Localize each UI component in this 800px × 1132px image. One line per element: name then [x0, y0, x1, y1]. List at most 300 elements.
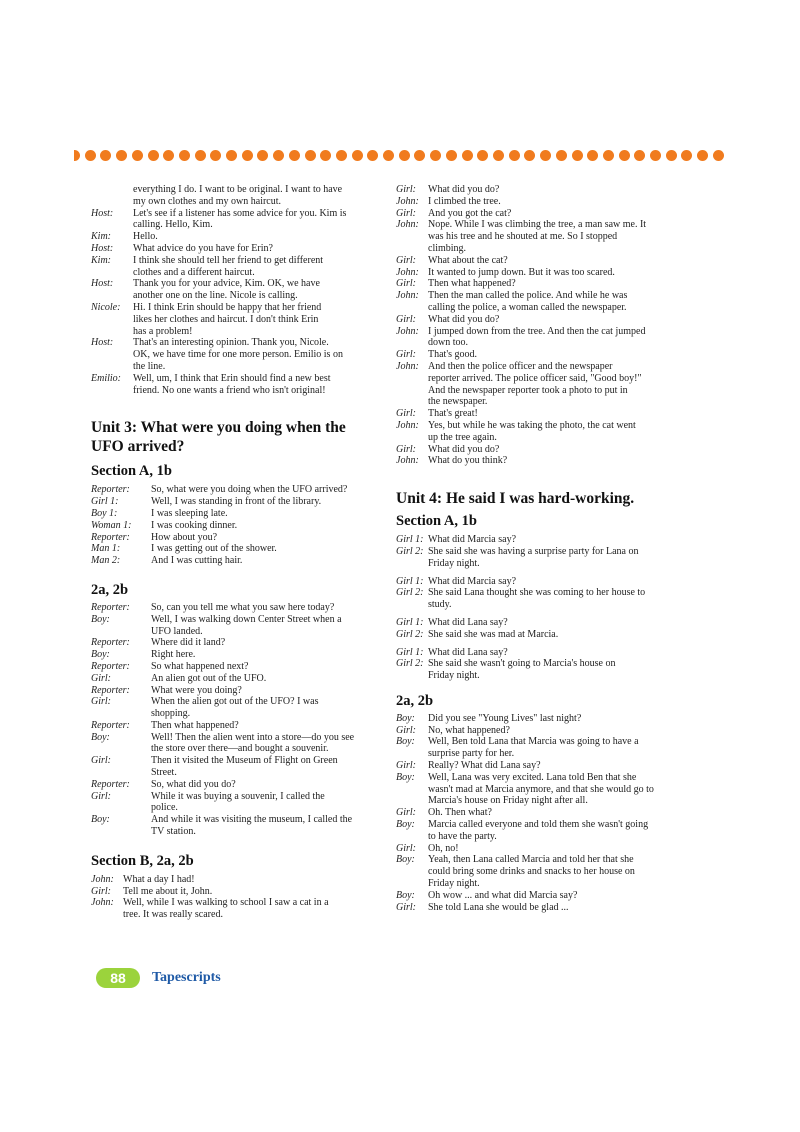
- dialogue-text: Nope. While I was climbing the tree, a man saw me. It: [428, 219, 647, 231]
- speaker-label: [91, 349, 133, 361]
- speaker-label: Host:: [91, 207, 114, 219]
- divider-dot: [462, 150, 473, 161]
- dialogue-text: What do you think?: [428, 455, 508, 467]
- dialogue-text: Friday night.: [428, 557, 480, 569]
- speaker-label: Reporter:: [91, 601, 130, 613]
- divider-dot: [273, 150, 284, 161]
- dialogue-text: Well, Ben told Lana that Marcia was going to have a: [428, 736, 639, 748]
- dialogue-line: [91, 196, 383, 208]
- speaker-label: [91, 626, 151, 638]
- dialogue-line: [396, 373, 696, 385]
- dialogue-text: Then the man called the police. And while he was: [428, 290, 628, 302]
- dialogue-text: And then the police officer and the newspaper: [428, 360, 613, 372]
- speaker-label: [396, 795, 428, 807]
- dialogue-text: was his tree and he shouted at me. So I stopped: [428, 231, 618, 243]
- dialogue-line: [396, 278, 696, 290]
- dialogue-line: [91, 314, 383, 326]
- divider-dot: [85, 150, 96, 161]
- dialogue-text: the line.: [133, 360, 166, 372]
- dialogue-text: could bring some drinks and snacks to her house on: [428, 866, 635, 878]
- dialogue-line: [91, 326, 383, 338]
- speaker-label: Host:: [91, 337, 114, 349]
- dialogue-text: I think she should tell her friend to get different: [133, 254, 324, 266]
- dialogue-line: [91, 508, 383, 520]
- divider-dot: [148, 150, 159, 161]
- unit3-title: Unit 3: What were you doing when the: [91, 419, 346, 437]
- dialogue-line: [396, 843, 696, 855]
- unit4-title: Unit 4: He said I was hard-working.: [396, 490, 635, 508]
- dialogue-line: [91, 886, 383, 898]
- speaker-label: Girl 1:: [396, 534, 424, 546]
- dialogue-line: [396, 725, 696, 737]
- divider-dot: [681, 150, 692, 161]
- speaker-label: Host:: [91, 278, 114, 290]
- dialogue-text: I jumped down from the tree. And then the cat jumped: [428, 325, 646, 337]
- dialogue-text: wasn't mad at Marcia anymore, and that she would go to: [428, 783, 654, 795]
- dialogue-line: [396, 772, 696, 784]
- dialogue-text: OK, we have time for one more person. Emilio is on: [133, 349, 343, 361]
- dialogue-text: What did you do?: [428, 184, 500, 195]
- divider-dot: [195, 150, 206, 161]
- speaker-label: Girl:: [396, 408, 416, 420]
- divider-dot: [305, 150, 316, 161]
- dialogue-text: Let's see if a listener has some advice for you. Kim is: [133, 207, 347, 219]
- speaker-label: Boy:: [396, 854, 415, 866]
- page-number-badge: 88: [96, 968, 140, 988]
- dialogue-text: the newspaper.: [428, 396, 488, 408]
- dialogue-text: Right here.: [151, 649, 196, 661]
- speaker-label: [396, 243, 428, 255]
- dialogue-line: [91, 361, 383, 373]
- speaker-label: Girl 2:: [396, 587, 424, 599]
- dialogue-line: [396, 408, 696, 420]
- speaker-label: John:: [396, 290, 419, 302]
- speaker-label: [91, 196, 133, 208]
- dialogue-line: [91, 385, 383, 397]
- dialogue-text: Friday night.: [428, 670, 480, 682]
- dialogue-group: [396, 534, 696, 569]
- dialogue-line: [91, 874, 383, 886]
- dialogue-text: What advice do you have for Erin?: [133, 242, 273, 254]
- divider-dot: [603, 150, 614, 161]
- dialogue-text: No, what happened?: [428, 724, 510, 736]
- dialogue-text: Friday night.: [428, 878, 480, 890]
- dialogue-line: [396, 713, 696, 725]
- speaker-label: Girl 1:: [91, 496, 119, 508]
- divider-dot: [163, 150, 174, 161]
- dialogue-line: [396, 314, 696, 326]
- dialogue-line: [91, 626, 383, 638]
- divider-dot: [446, 150, 457, 161]
- speaker-label: Girl 1:: [396, 616, 424, 628]
- dialogue-text: Then it visited the Museum of Flight on Green: [151, 755, 338, 767]
- divider-dot: [226, 150, 237, 161]
- dialogue-line: [396, 337, 696, 349]
- dialogue-text: surprise party for her.: [428, 748, 515, 760]
- speaker-label: [396, 231, 428, 243]
- dialogue-text: So what happened next?: [151, 660, 249, 672]
- dialogue-line: [396, 902, 696, 914]
- speaker-label: John:: [396, 219, 419, 231]
- dialogue-text: And while it was visiting the museum, I called the: [151, 814, 353, 826]
- speaker-label: John:: [396, 419, 419, 431]
- speaker-label: [396, 831, 428, 843]
- dialogue-text: Well, Lana was very excited. Lana told Ben that she: [428, 771, 637, 783]
- dialogue-line: [91, 779, 383, 791]
- speaker-label: [91, 743, 151, 755]
- dialogue-line: [396, 444, 696, 456]
- dialogue-text: Where did it land?: [151, 637, 226, 649]
- dialogue-line: [91, 520, 383, 532]
- dialogue-line: [91, 696, 383, 708]
- speaker-label: Boy:: [396, 819, 415, 831]
- speaker-label: [396, 748, 428, 760]
- unit4-section-a-dialogue: [396, 534, 696, 682]
- dialogue-text: Tell me about it, John.: [123, 885, 213, 897]
- dialogue-line: [396, 878, 696, 890]
- dialogue-text: Well, while I was walking to school I saw a cat in a: [123, 897, 329, 909]
- dialogue-text: What did Marcia say?: [428, 575, 517, 587]
- dialogue-text: friend. No one wants a friend who isn't original!: [133, 384, 326, 396]
- dialogue-text: Oh. Then what?: [428, 807, 492, 819]
- dialogue-line: [91, 208, 383, 220]
- dialogue-text: to have the party.: [428, 830, 497, 842]
- dialogue-line: [91, 373, 383, 385]
- dialogue-text: Then what happened?: [428, 278, 516, 290]
- speaker-label: Boy:: [91, 613, 110, 625]
- divider-dot: [650, 150, 661, 161]
- speaker-label: Girl:: [91, 790, 111, 802]
- dialogue-line: [91, 649, 383, 661]
- divider-dot: [493, 150, 504, 161]
- unit4-2a2b-dialogue: [396, 713, 696, 914]
- speaker-label: Girl:: [396, 807, 416, 819]
- dialogue-text: everything I do. I want to be original. I want to have: [133, 184, 343, 195]
- dialogue-line: [91, 637, 383, 649]
- divider-dot: [320, 150, 331, 161]
- speaker-label: Boy:: [396, 712, 415, 724]
- speaker-label: Reporter:: [91, 637, 130, 649]
- divider-dot: [524, 150, 535, 161]
- dialogue-text: clothes and a different haircut.: [133, 266, 255, 278]
- speaker-label: [91, 267, 133, 279]
- speaker-label: Man 1:: [91, 543, 121, 555]
- speaker-label: Nicole:: [91, 301, 121, 313]
- dialogue-text: Well! Then the alien went into a store—do you see: [151, 731, 355, 743]
- speaker-label: Host:: [91, 242, 114, 254]
- speaker-label: Boy 1:: [91, 507, 118, 519]
- dialogue-line: [91, 743, 383, 755]
- dialogue-text: She said she was mad at Marcia.: [428, 628, 559, 640]
- unit4-2a2b-heading: 2a, 2b: [396, 692, 434, 709]
- dialogue-text: calling the police, a woman called the newspaper.: [428, 301, 627, 313]
- dialogue-text: Well, I was walking down Center Street when a: [151, 613, 342, 625]
- dialogue-line: [396, 576, 696, 588]
- dialogue-text: shopping.: [151, 708, 191, 720]
- dialogue-line: [91, 532, 383, 544]
- dialogue-text: How about you?: [151, 531, 218, 543]
- dialogue-line: [396, 795, 696, 807]
- dialogue-text: another one on the line. Nicole is calling.: [133, 290, 298, 302]
- dialogue-text: Well, I was standing in front of the library.: [151, 496, 322, 508]
- dialogue-text: UFO landed.: [151, 625, 203, 637]
- dialogue-line: [91, 602, 383, 614]
- speaker-label: Girl:: [396, 207, 416, 219]
- dialogue-text: She said Lana thought she was coming to her house to: [428, 587, 646, 599]
- speaker-label: Reporter:: [91, 531, 130, 543]
- divider-dot: [556, 150, 567, 161]
- dialogue-text: climbing.: [428, 242, 467, 254]
- unit3-2a2b-dialogue: [91, 602, 383, 838]
- dialogue-text: Oh, no!: [428, 842, 459, 854]
- dialogue-line: [396, 396, 696, 408]
- dialogue-text: She said she was having a surprise party for Lana on: [428, 545, 639, 557]
- dialogue-line: [91, 814, 383, 826]
- dialogue-line: [396, 231, 696, 243]
- dialogue-text: She told Lana she would be glad ...: [428, 901, 569, 913]
- speaker-label: Boy:: [91, 731, 110, 743]
- dialogue-text: the store over there—and bought a souvenir.: [151, 743, 329, 755]
- speaker-label: Girl:: [396, 842, 416, 854]
- dialogue-line: [396, 326, 696, 338]
- speaker-label: [91, 326, 133, 338]
- dialogue-line: [396, 558, 696, 570]
- dialogue-line: [396, 361, 696, 373]
- dialogue-text: What did you do?: [428, 443, 500, 455]
- dialogue-text: reporter arrived. The police officer said, "Good boy!": [428, 372, 642, 384]
- speaker-label: Boy:: [91, 649, 110, 661]
- dialogue-text: I climbed the tree.: [428, 195, 501, 207]
- dialogue-text: Hi. I think Erin should be happy that her friend: [133, 301, 322, 313]
- speaker-label: John:: [396, 325, 419, 337]
- speaker-label: [396, 337, 428, 349]
- divider-dot: [713, 150, 724, 161]
- divider-dot: [132, 150, 143, 161]
- speaker-label: Reporter:: [91, 778, 130, 790]
- speaker-label: [91, 184, 133, 196]
- divider-dot: [336, 150, 347, 161]
- speaker-label: Boy:: [396, 771, 415, 783]
- dialogue-line: [396, 455, 696, 467]
- speaker-label: John:: [396, 195, 419, 207]
- cat-tree-dialogue: [396, 184, 696, 467]
- divider-dot: [242, 150, 253, 161]
- divider-dot: [116, 150, 127, 161]
- dialogue-line: [396, 290, 696, 302]
- dialogue-line: [396, 432, 696, 444]
- dialogue-text: study.: [428, 599, 452, 611]
- speaker-label: [91, 708, 151, 720]
- dialogue-text: Did you see "Young Lives" last night?: [428, 712, 582, 724]
- dialogue-text: It wanted to jump down. But it was too scared.: [428, 266, 615, 278]
- dialogue-text: What did Lana say?: [428, 646, 508, 658]
- dialogue-line: [91, 755, 383, 767]
- intro-dialogue: [91, 184, 383, 396]
- dialogue-line: [91, 767, 383, 779]
- speaker-label: Kim:: [91, 231, 111, 243]
- speaker-label: [396, 866, 428, 878]
- divider-dot: [477, 150, 488, 161]
- speaker-label: [396, 396, 428, 408]
- speaker-label: Girl:: [396, 760, 416, 772]
- divider-dot: [540, 150, 551, 161]
- dialogue-line: [396, 385, 696, 397]
- divider-dot: [430, 150, 441, 161]
- speaker-label: [91, 909, 123, 921]
- speaker-label: [396, 432, 428, 444]
- speaker-label: Reporter:: [91, 660, 130, 672]
- speaker-label: [91, 219, 133, 231]
- dialogue-line: [396, 831, 696, 843]
- speaker-label: Boy:: [396, 889, 415, 901]
- dialogue-line: [396, 420, 696, 432]
- speaker-label: [91, 826, 151, 838]
- dialogue-text: likes her clothes and haircut. I don't think Erin: [133, 313, 319, 325]
- dialogue-text: tree. It was really scared.: [123, 909, 223, 921]
- divider-dot: [414, 150, 425, 161]
- dialogue-text: What did Marcia say?: [428, 534, 517, 546]
- divider-dot: [74, 150, 80, 161]
- left-column: [91, 184, 383, 921]
- speaker-label: [396, 784, 428, 796]
- dialogue-text: up the tree again.: [428, 431, 497, 443]
- footer-title: Tapescripts: [152, 970, 221, 985]
- dialogue-group: [396, 647, 696, 682]
- dialogue-line: [91, 661, 383, 673]
- speaker-label: Girl 2:: [396, 628, 424, 640]
- dialogue-group: [396, 617, 696, 641]
- dialogue-line: [91, 496, 383, 508]
- dialogue-text: Street.: [151, 767, 177, 779]
- dialogue-line: [91, 349, 383, 361]
- divider-dot: [210, 150, 221, 161]
- dialogue-line: [91, 290, 383, 302]
- speaker-label: Boy:: [91, 814, 110, 826]
- dialogue-text: Marcia called everyone and told them she wasn't going: [428, 819, 649, 831]
- speaker-label: Man 2:: [91, 555, 121, 567]
- dialogue-line: [396, 243, 696, 255]
- dialogue-line: [91, 802, 383, 814]
- divider-dot: [509, 150, 520, 161]
- dialogue-line: [396, 760, 696, 772]
- speaker-label: John:: [396, 455, 419, 467]
- dialogue-text: And the newspaper reporter took a photo to put in: [428, 384, 628, 396]
- divider-dot: [587, 150, 598, 161]
- dialogue-text: What were you doing?: [151, 684, 242, 696]
- dialogue-line: [396, 617, 696, 629]
- dialogue-line: [396, 534, 696, 546]
- right-column: [396, 184, 696, 913]
- divider-dot: [367, 150, 378, 161]
- speaker-label: Girl:: [396, 724, 416, 736]
- dialogue-line: [91, 219, 383, 231]
- dialogue-text: has a problem!: [133, 325, 193, 337]
- dialogue-text: What did you do?: [428, 313, 500, 325]
- unit3-section-b-heading: Section B, 2a, 2b: [91, 852, 194, 869]
- speaker-label: Girl:: [91, 885, 111, 897]
- dialogue-line: [396, 255, 696, 267]
- dialogue-text: What about the cat?: [428, 254, 508, 266]
- divider-dot: [352, 150, 363, 161]
- dialogue-line: [91, 337, 383, 349]
- speaker-label: Girl 2:: [396, 545, 424, 557]
- dialogue-line: [91, 278, 383, 290]
- dialogue-text: I was cooking dinner.: [151, 519, 238, 531]
- dialogue-line: [91, 614, 383, 626]
- dialogue-text: What a day I had!: [123, 873, 195, 885]
- dialogue-line: [396, 196, 696, 208]
- speaker-label: Girl 2:: [396, 658, 424, 670]
- dialogue-line: [91, 231, 383, 243]
- speaker-label: Boy:: [396, 736, 415, 748]
- dialogue-line: [91, 243, 383, 255]
- dialogue-line: [91, 673, 383, 685]
- speaker-label: [91, 361, 133, 373]
- speaker-label: Emilio:: [91, 372, 121, 384]
- speaker-label: Girl:: [396, 901, 416, 913]
- divider-dot: [572, 150, 583, 161]
- speaker-label: Girl:: [396, 278, 416, 290]
- divider-dot: [383, 150, 394, 161]
- speaker-label: Girl:: [91, 672, 111, 684]
- dialogue-text: So, can you tell me what you saw here today?: [151, 601, 335, 613]
- dialogue-line: [91, 791, 383, 803]
- dialogue-text: She said she wasn't going to Marcia's house on: [428, 658, 616, 670]
- dialogue-text: So, what did you do?: [151, 778, 236, 790]
- speaker-label: [396, 558, 428, 570]
- page-footer: [96, 968, 221, 988]
- unit3-section-a-dialogue: [91, 484, 383, 567]
- dialogue-text: While it was buying a souvenir, I called the: [151, 790, 325, 802]
- dialogue-line: [396, 587, 696, 599]
- dialogue-line: [396, 647, 696, 659]
- speaker-label: Girl 1:: [396, 646, 424, 658]
- dialogue-text: That's good.: [428, 349, 478, 361]
- dialogue-line: [91, 484, 383, 496]
- speaker-label: Reporter:: [91, 484, 130, 496]
- divider-dot: [257, 150, 268, 161]
- unit3-section-b-dialogue: [91, 874, 383, 921]
- dialogue-line: [396, 267, 696, 279]
- dialogue-text: That's great!: [428, 408, 478, 420]
- divider-dot: [619, 150, 630, 161]
- dialogue-line: [396, 219, 696, 231]
- dialogue-line: [396, 546, 696, 558]
- dialogue-line: [396, 854, 696, 866]
- speaker-label: Girl:: [396, 443, 416, 455]
- dialogue-line: [91, 685, 383, 697]
- dialogue-text: Then what happened?: [151, 719, 239, 731]
- dialogue-line: [91, 255, 383, 267]
- dialogue-line: [396, 807, 696, 819]
- unit4-section-a-heading: Section A, 1b: [396, 513, 477, 530]
- dialogue-text: And I was cutting hair.: [151, 555, 243, 567]
- dialogue-line: [396, 184, 696, 196]
- dialogue-text: I was getting out of the shower.: [151, 543, 277, 555]
- speaker-label: Girl 1:: [396, 575, 424, 587]
- speaker-label: [396, 599, 428, 611]
- dialogue-line: [91, 826, 383, 838]
- dialogue-text: Oh wow ... and what did Marcia say?: [428, 889, 578, 901]
- divider-dot: [100, 150, 111, 161]
- dialogue-line: [396, 890, 696, 902]
- dialogue-line: [396, 658, 696, 670]
- dialogue-text: Thank you for your advice, Kim. OK, we have: [133, 278, 320, 290]
- speaker-label: Girl:: [91, 755, 111, 767]
- dialogue-line: [396, 748, 696, 760]
- dialogue-line: [91, 708, 383, 720]
- dialogue-line: [396, 208, 696, 220]
